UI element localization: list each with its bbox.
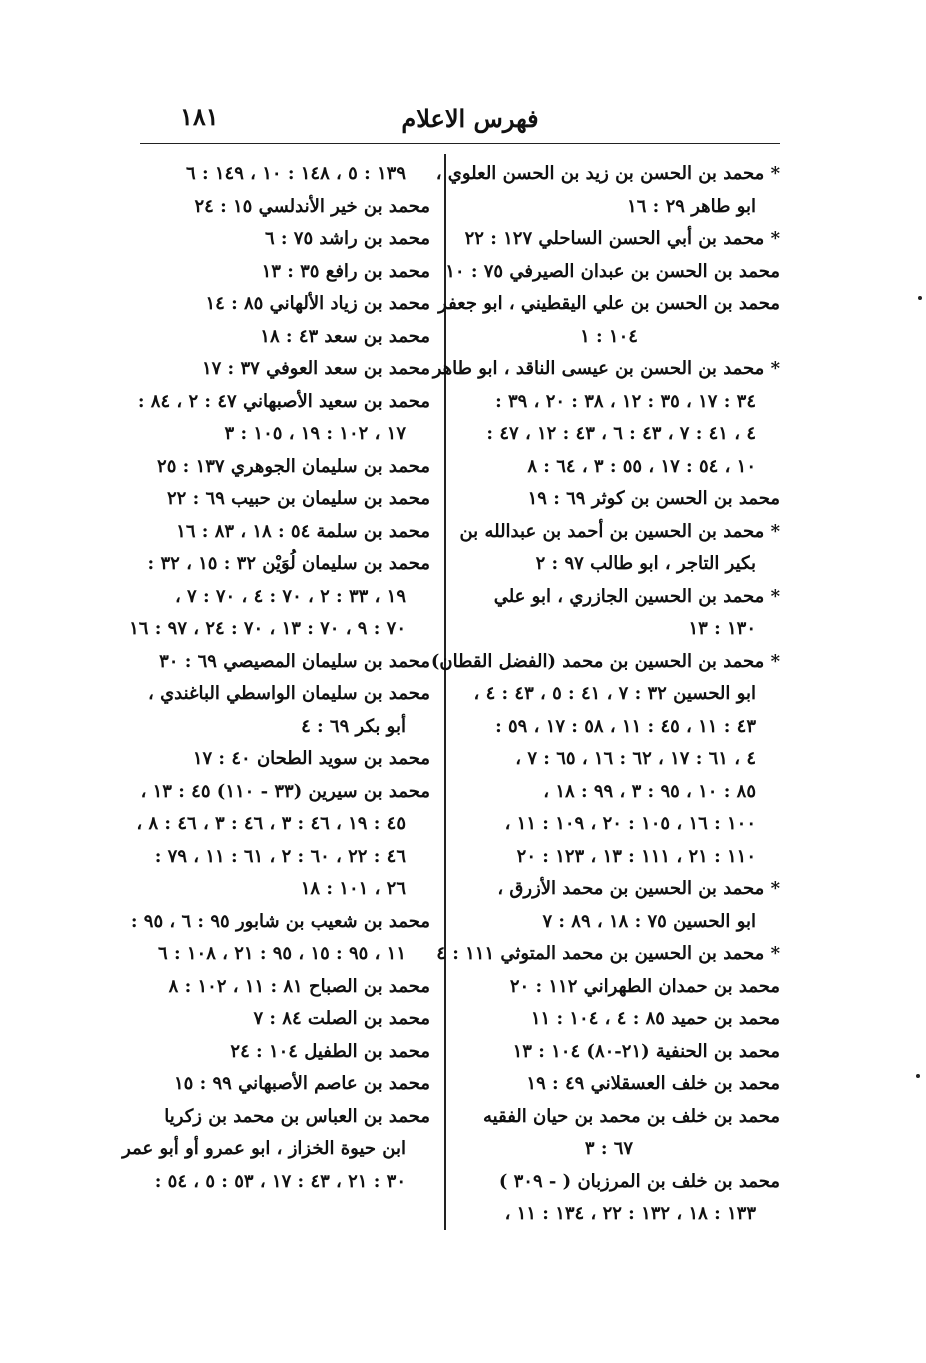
right-column <box>430 158 780 1231</box>
index-line: ١١ ، ٩٥ : ١٥ ، ٩٥ : ٢١ ، ١٠٨ : ٦ <box>158 943 406 964</box>
index-line: * محمد بن الحسين بن أحمد بن عبدالله بن <box>459 520 780 542</box>
page-header <box>140 100 780 142</box>
page-title: فهرس الاعلام <box>401 104 539 133</box>
index-line: ٤٦ : ٢٢ ، ٦٠ : ٢ ، ٦١ : ١١ ، ٧٩ : <box>154 845 406 867</box>
index-line: * محمد بن الحسين بن محمد الأزرق ، <box>497 878 780 899</box>
index-line: * محمد بن الحسين الجازري ، ابو علي <box>493 585 780 607</box>
index-line: محمد بن خلف بن محمد بن حيان الفقيه <box>483 1105 780 1127</box>
header-rule <box>140 143 780 144</box>
index-line: محمد بن سلمة ٥٤ : ١٨ ، ٨٣ : ١٦ <box>176 520 430 542</box>
index-line: * محمد بن الحسن بن زيد بن الحسن العلوي ، <box>435 163 780 184</box>
scan-speck <box>916 1074 920 1078</box>
index-line: * محمد بن الحسين بن محمد المتوثي ١١١ : ٤ <box>436 943 780 964</box>
index-line: محمد بن الصباح ٨١ : ١١ ، ١٠٢ : ٨ <box>168 975 430 997</box>
index-line: ١٣٩ : ٥ ، ١٤٨ : ١٠ ، ١٤٩ : ٦ <box>186 163 406 184</box>
index-line: محمد بن سعد العوفي ٣٧ : ١٧ <box>201 358 430 379</box>
scan-speck <box>918 296 922 300</box>
index-line: محمد بن خلف بن المرزبان ( - ٣٠٩ ) <box>498 1170 780 1192</box>
index-line: محمد بن سليمان الجوهري ١٣٧ : ٢٥ <box>157 455 430 477</box>
index-line: ١٧ ، ١٠٢ : ١٩ ، ١٠٥ : ٣ <box>224 423 406 444</box>
index-line: محمد بن الحسن بن عبدان الصيرفي ٧٥ : ١٠ <box>445 260 780 282</box>
index-line: محمد بن الصلت ٨٤ : ٧ <box>253 1008 430 1029</box>
index-line: محمد بن سليمان الواسطي الباغندي ، <box>148 683 430 704</box>
index-line: محمد بن سيرين (٣٣ - ١١٠) ٤٥ : ١٣ ، <box>140 780 430 802</box>
index-line: ٤٥ : ١٩ ، ٤٦ : ٣ ، ٤٦ : ٣ ، ٤٦ : ٨ ، <box>136 813 406 834</box>
index-line: ٣٤ : ١٧ ، ٣٥ : ١٢ ، ٣٨ : ٢٠ ، ٣٩ : <box>495 390 756 412</box>
index-line: محمد بن حميد ٨٥ : ٤ ، ١٠٤ : ١١ <box>530 1008 780 1029</box>
index-line: ٨٥ : ١٠ ، ٩٥ : ٣ ، ٩٩ : ١٨ ، <box>543 780 756 802</box>
index-line: محمد بن سعد ٤٣ : ١٨ <box>260 325 430 347</box>
index-line: ٣٠ : ٢١ ، ٤٣ : ١٧ ، ٥٣ : ٥ ، ٥٤ : <box>154 1170 406 1192</box>
index-line: ٤ ، ٤١ : ٧ ، ٤٣ : ٦ ، ٤٣ : ١٢ ، ٤٧ : <box>486 423 756 444</box>
index-line: محمد بن العباس بن محمد بن زكريا <box>164 1105 430 1127</box>
index-line: أبو بكر ٦٩ : ٤ <box>301 715 406 737</box>
index-line: محمد بن خلف العسقلاني ٤٩ : ١٩ <box>526 1073 780 1094</box>
index-line: محمد بن الطفيل ١٠٤ : ٢٤ <box>230 1040 430 1062</box>
index-line: ٤٣ : ١١ ، ٤٥ : ١١ ، ٥٨ : ١٧ ، ٥٩ : <box>495 715 756 737</box>
index-line: ١٣٣ : ١٨ ، ١٣٢ : ٢٢ ، ١٣٤ : ١١ ، <box>504 1203 756 1224</box>
index-line: محمد بن سليمان بن حبيب ٦٩ : ٢٢ <box>167 488 430 509</box>
index-line: ٧٠ : ٩ ، ٧٠ : ١٣ ، ٧٠ : ٢٤ ، ٩٧ : ١٦ <box>129 618 406 639</box>
index-line: محمد بن شعيب بن شابور ٩٥ : ٦ ، ٩٥ : <box>130 910 430 932</box>
index-line: محمد بن خير الأندلسي ١٥ : ٢٤ <box>194 195 430 217</box>
index-line: محمد بن سويد الطحان ٤٠ : ١٧ <box>192 748 430 769</box>
index-line: ٢٦ ، ١٠١ : ١٨ <box>300 878 406 899</box>
index-line: محمد بن الحسن بن كوثر ٦٩ : ١٩ <box>527 488 780 509</box>
index-line: محمد بن سعيد الأصبهاني ٤٧ : ٢ ، ٨٤ : <box>137 390 430 412</box>
index-line: محمد بن عاصم الأصبهاني ٩٩ : ١٥ <box>173 1073 430 1094</box>
index-line: * محمد بن الحسين بن محمد (الفضل القطان) <box>430 650 780 672</box>
index-line: محمد بن زياد الألهاني ٨٥ : ١٤ <box>205 293 430 314</box>
index-line: ١١٠ : ٢١ ، ١١١ : ١٣ ، ١٢٣ : ٢٠ <box>516 845 756 867</box>
page-number: ١٨١ <box>180 102 219 131</box>
index-line: ٦٧ : ٣ <box>584 1138 634 1159</box>
index-line: ١٩ ، ٣٣ : ٢ ، ٧٠ : ٤ ، ٧٠ : ٧ ، <box>174 585 406 607</box>
index-line: محمد بن سليمان المصيصي ٦٩ : ٣٠ <box>159 650 430 672</box>
index-line: محمد بن سليمان لُوَيْن ٣٢ : ١٥ ، ٣٢ : <box>147 553 430 574</box>
index-line: ابو طاهر ٢٩ : ١٦ <box>627 195 756 217</box>
index-line: ١٣٠ : ١٣ <box>688 618 756 639</box>
left-column <box>122 158 430 1198</box>
index-line: ١٠ ، ٥٤ : ١٧ ، ٥٥ : ٣ ، ٦٤ : ٨ <box>527 455 756 477</box>
index-line: ابن حيوة الخزاز ، ابو عمرو أو أبو عمر <box>122 1138 406 1159</box>
index-line: محمد بن راشد ٧٥ : ٦ <box>264 228 430 249</box>
index-line: محمد بن حمدان الطهراني ١١٢ : ٢٠ <box>509 975 780 997</box>
index-line: * محمد بن أبي الحسن الساحلي ١٢٧ : ٢٢ <box>464 228 780 249</box>
index-line: ١٠٠ : ١٦ ، ١٠٥ : ٢٠ ، ١٠٩ : ١١ ، <box>504 813 756 834</box>
index-line: ابو الحسين ٣٢ : ٧ ، ٤١ : ٥ ، ٤٣ : ٤ ، <box>473 683 756 704</box>
index-line: محمد بن الحنفية (٢١-٨٠) ١٠٤ : ١٣ <box>512 1040 780 1062</box>
index-line: ١٠٤ : ١ <box>580 325 638 347</box>
index-line: محمد بن الحسن بن علي اليقطيني ، ابو جعفر <box>438 293 780 314</box>
index-line: محمد بن رافع ٣٥ : ١٣ <box>261 260 430 282</box>
index-line: بكير التاجر ، ابو طالب ٩٧ : ٢ <box>535 553 756 574</box>
index-line: ٤ ، ٦١ : ١٧ ، ٦٢ : ١٦ ، ٦٥ : ٧ ، <box>515 748 756 769</box>
index-line: * محمد بن الحسن بن عيسى الناقد ، ابو طاهر <box>432 358 780 379</box>
index-line: ابو الحسين ٧٥ : ١٨ ، ٨٩ : ٧ <box>542 910 756 932</box>
